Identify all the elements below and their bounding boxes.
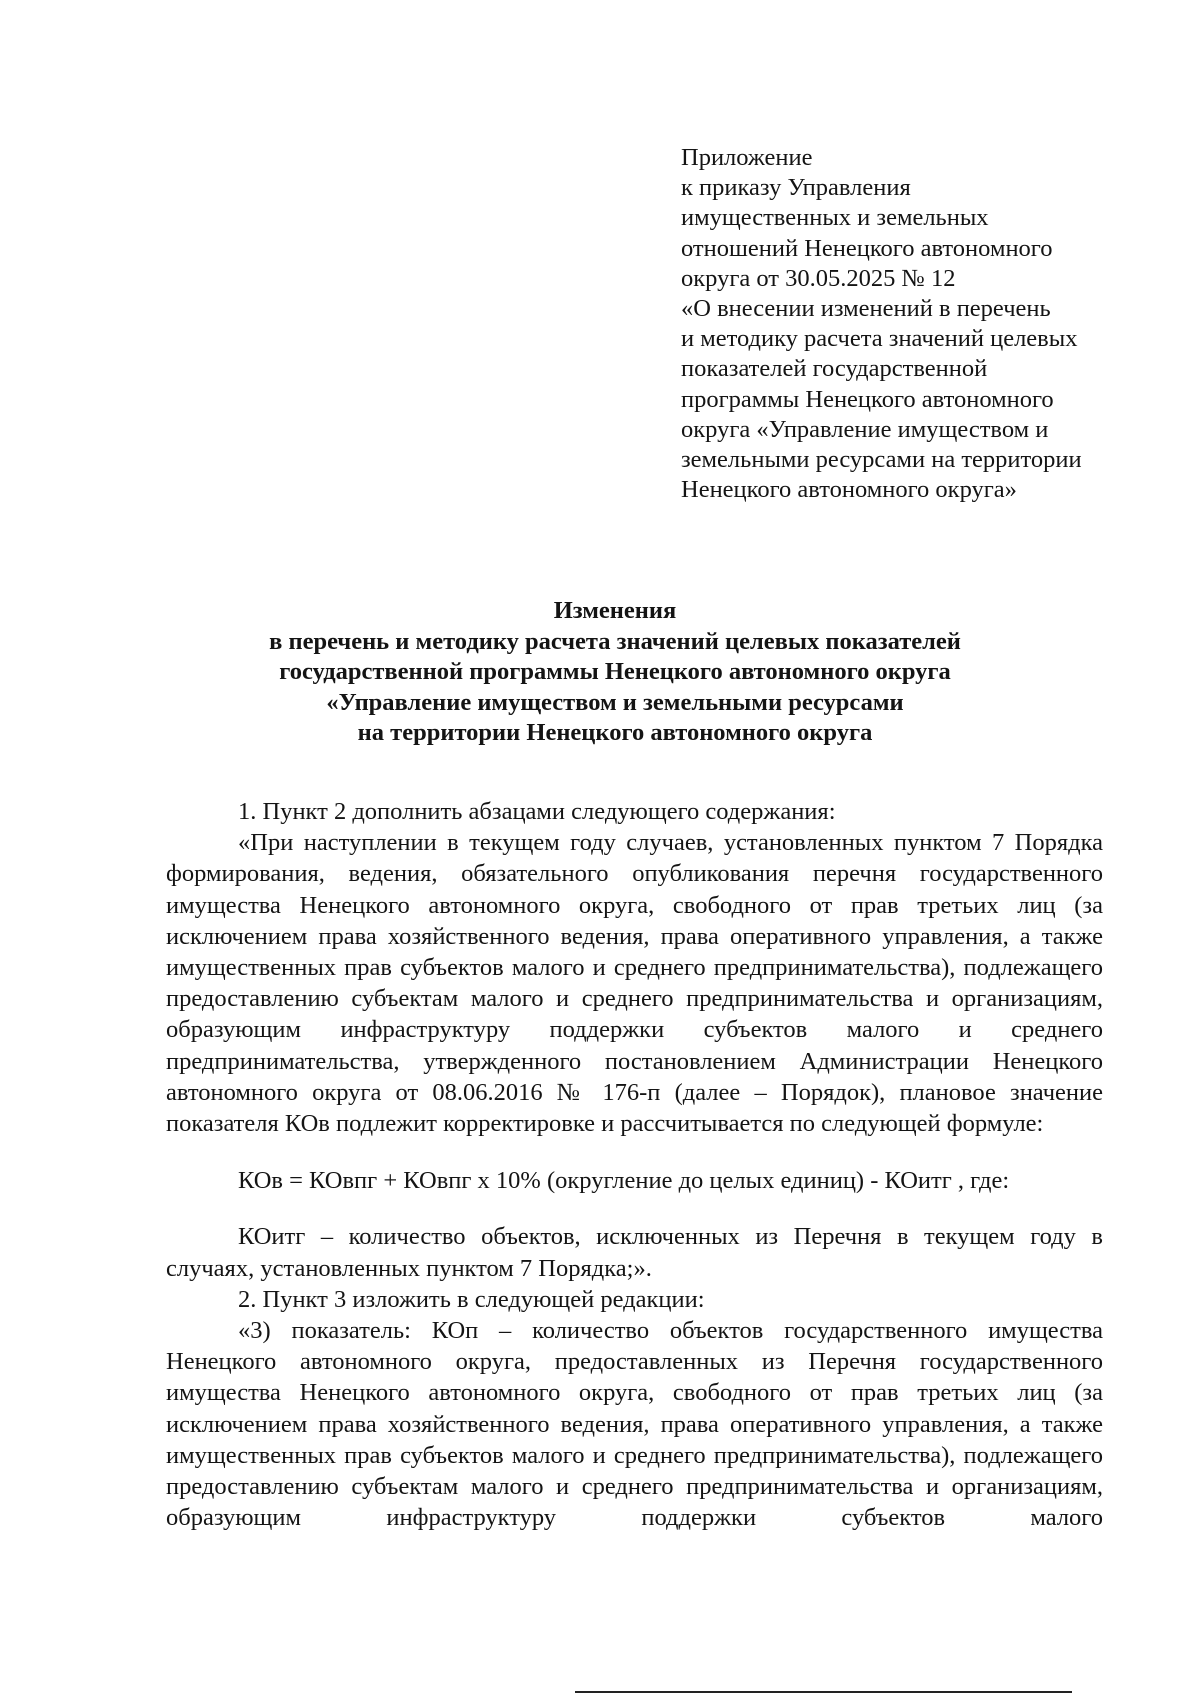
item-1-paragraph: «При наступлении в текущем году случаев, установленных пунктом 7 Порядка формирования, ведения, обязательного опубликования перечня государственного имущества Ненецкого автономного округа, свободного от прав третьих лиц (за исключением права хозяйственного ведения, права оперативного управления, а также имущественных прав субъектов малого и среднего предпринимательства), подлежащего предоставлению субъектам малого и среднего предпринимательства и организациям, образующим инфраструктуру поддержки субъектов малого и среднего предпринимательства, утвержденного постановлением Администрации Ненецкого автономного округа от 08.06.2016 № 176-п (далее – Порядок), плановое значение показателя КОв подлежит корректировке и рассчитывается по следующей формуле: [166, 829, 1103, 1138]
appendix-line: округа от 30.05.2025 № 12 [681, 264, 956, 292]
appendix-line: округа «Управление имуществом и [681, 415, 1049, 443]
appendix-line: земельными ресурсами на территории [681, 446, 1082, 474]
formula-note: КОитг – количество объектов, исключенных из Перечня в текущем году в случаях, установленных пунктом 7 Порядка;». [166, 1223, 1103, 1282]
title-line: в перечень и методику расчета значений целевых показателей [269, 627, 961, 655]
appendix-line: и методику расчета значений целевых [681, 325, 1078, 353]
footer-rule [575, 1691, 1072, 1693]
appendix-line: программы Ненецкого автономного [681, 385, 1054, 413]
title-line: на территории Ненецкого автономного округа [357, 719, 873, 746]
appendix-line: «О внесении изменений в перечень [681, 295, 1051, 323]
title-line: Изменения [553, 597, 677, 624]
item-2-heading: 2. Пункт 3 изложить в следующей редакции: [238, 1285, 705, 1313]
document-body [166, 796, 1103, 1533]
appendix-line: отношений Ненецкого автономного [681, 234, 1053, 262]
item-2-paragraph: «3) показатель: КОп – количество объектов государственного имущества Ненецкого автономного округа, предоставленных из Перечня государственного имущества Ненецкого автономного округа, свободного от прав третьих лиц (за исключением права хозяйственного ведения, права оперативного управления, а также имущественных прав субъектов малого и среднего предпринимательства), подлежащего предоставлению субъектам малого и среднего предпринимательства и организациям, образующим инфраструктуру поддержки субъектов малого [166, 1317, 1103, 1532]
title-line: «Управление имуществом и земельными ресурсами [326, 688, 904, 716]
appendix-line: Ненецкого автономного округа» [681, 476, 1017, 504]
appendix-line: Приложение [681, 144, 813, 171]
formula: КОв = КОвпг + КОвпг х 10% (округление до целых единиц) - КОитг , где: [238, 1167, 1010, 1195]
title-line: государственной программы Ненецкого автономного округа [279, 658, 951, 685]
appendix-line: имущественных и земельных [681, 204, 989, 232]
appendix-block [681, 143, 1121, 505]
document-title [180, 596, 1050, 749]
appendix-line: показателей государственной [681, 355, 988, 383]
appendix-line: к приказу Управления [681, 174, 911, 202]
item-1-heading: 1. Пункт 2 дополнить абзацами следующего содержания: [238, 798, 836, 825]
